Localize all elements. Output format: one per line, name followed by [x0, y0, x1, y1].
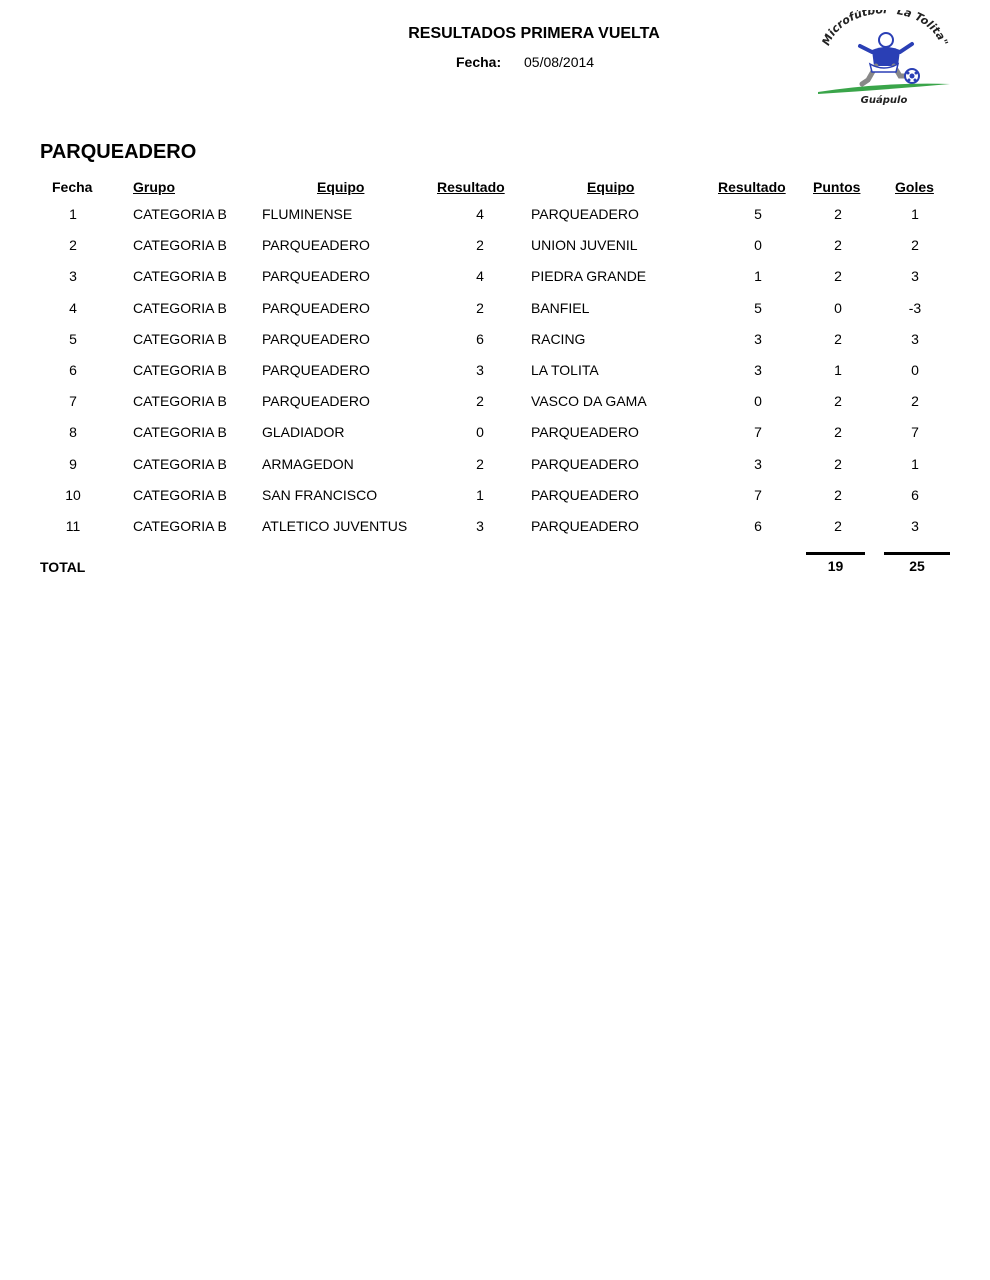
club-logo — [812, 10, 954, 110]
cell-equipo2: VASCO DA GAMA — [531, 393, 647, 410]
team-name: PARQUEADERO — [40, 141, 197, 163]
total-goles-rule — [884, 552, 950, 555]
col-header-equipo-1: Equipo — [317, 179, 365, 195]
cell-fecha: 3 — [69, 268, 77, 285]
cell-equipo1: PARQUEADERO — [262, 268, 370, 285]
report-title: RESULTADOS PRIMERA VUELTA — [408, 25, 660, 42]
col-header-equipo-2: Equipo — [587, 179, 635, 195]
cell-fecha: 7 — [69, 393, 77, 410]
cell-puntos: 1 — [834, 362, 842, 378]
cell-goles: 1 — [911, 455, 919, 472]
cell-puntos: 2 — [834, 455, 842, 472]
cell-equipo1: FLUMINENSE — [262, 206, 353, 222]
cell-fecha: 2 — [69, 237, 77, 254]
cell-fecha: 4 — [69, 299, 77, 316]
total-puntos-rule — [806, 552, 865, 555]
cell-equipo2: LA TOLITA — [531, 362, 599, 378]
cell-equipo2: PARQUEADERO — [531, 424, 639, 441]
col-header-resultado-2: Resultado — [718, 179, 786, 195]
cell-puntos: 2 — [834, 206, 842, 222]
cell-goles: 2 — [911, 393, 919, 410]
cell-equipo2: RACING — [531, 330, 586, 347]
cell-fecha: 9 — [69, 455, 77, 472]
cell-puntos: 2 — [834, 486, 842, 503]
cell-fecha: 5 — [69, 330, 77, 347]
table-row — [0, 358, 990, 382]
table-row — [0, 420, 990, 444]
cell-puntos: 2 — [834, 424, 842, 441]
cell-resultado2: 0 — [754, 237, 762, 254]
col-header-resultado-1: Resultado — [437, 179, 505, 195]
table-row — [0, 452, 990, 476]
cell-equipo1: SAN FRANCISCO — [262, 486, 378, 503]
cell-resultado2: 3 — [754, 330, 762, 347]
cell-grupo: CATEGORIA B — [133, 486, 227, 503]
cell-resultado2: 3 — [754, 362, 762, 378]
cell-resultado1: 3 — [476, 362, 484, 378]
cell-equipo1: GLADIADOR — [262, 424, 345, 441]
cell-grupo: CATEGORIA B — [133, 237, 227, 254]
cell-goles: 0 — [911, 362, 919, 378]
table-row — [0, 483, 990, 507]
cell-puntos: 2 — [834, 237, 842, 254]
cell-goles: 2 — [911, 237, 919, 254]
cell-puntos: 2 — [834, 330, 842, 347]
cell-equipo2: PIEDRA GRANDE — [531, 268, 647, 285]
cell-grupo: CATEGORIA B — [133, 424, 227, 441]
table-row — [0, 389, 990, 413]
cell-equipo2: PARQUEADERO — [531, 486, 639, 503]
cell-resultado1: 3 — [476, 518, 484, 534]
cell-goles: 1 — [911, 206, 919, 222]
cell-resultado2: 3 — [754, 455, 762, 472]
cell-puntos: 2 — [834, 393, 842, 410]
cell-equipo1: PARQUEADERO — [262, 393, 370, 410]
cell-resultado2: 1 — [754, 268, 762, 285]
cell-equipo2: PARQUEADERO — [531, 206, 639, 222]
cell-equipo1: PARQUEADERO — [262, 299, 370, 316]
cell-grupo: CATEGORIA B — [133, 393, 227, 410]
cell-equipo1: PARQUEADERO — [262, 237, 370, 254]
table-row — [0, 202, 990, 226]
cell-grupo: CATEGORIA B — [133, 518, 227, 534]
cell-equipo1: ATLETICO JUVENTUS — [262, 518, 408, 534]
cell-resultado2: 0 — [754, 393, 762, 410]
cell-fecha: 1 — [69, 206, 77, 222]
total-puntos: 19 — [827, 558, 844, 574]
col-header-grupo: Grupo — [133, 179, 175, 195]
cell-fecha: 10 — [65, 486, 81, 503]
cell-resultado2: 7 — [754, 424, 762, 441]
table-row — [0, 233, 990, 257]
cell-goles: 3 — [911, 518, 919, 534]
date-label: Fecha: — [456, 54, 502, 70]
cell-puntos: 0 — [834, 299, 842, 316]
cell-resultado1: 2 — [476, 237, 484, 254]
cell-equipo1: PARQUEADERO — [262, 362, 370, 378]
cell-resultado1: 2 — [476, 393, 484, 410]
cell-puntos: 2 — [834, 268, 842, 285]
cell-resultado1: 2 — [476, 455, 484, 472]
club-logo-graphic — [812, 10, 954, 110]
cell-grupo: CATEGORIA B — [133, 206, 227, 222]
cell-grupo: CATEGORIA B — [133, 268, 227, 285]
col-header-puntos: Puntos — [813, 179, 861, 195]
cell-fecha: 8 — [69, 424, 77, 441]
table-row — [0, 514, 990, 538]
cell-grupo: CATEGORIA B — [133, 455, 227, 472]
table-row — [0, 264, 990, 288]
cell-resultado2: 7 — [754, 486, 762, 503]
col-header-fecha: Fecha — [52, 179, 93, 195]
cell-goles: 6 — [911, 486, 919, 503]
logo-location-text: Guápulo — [860, 95, 908, 106]
cell-fecha: 11 — [65, 518, 81, 534]
cell-equipo1: PARQUEADERO — [262, 330, 370, 347]
cell-resultado1: 4 — [476, 206, 484, 222]
cell-resultado1: 2 — [476, 299, 484, 316]
total-goles: 25 — [909, 558, 925, 574]
cell-goles: -3 — [908, 299, 922, 316]
cell-resultado2: 6 — [754, 518, 762, 534]
cell-resultado2: 5 — [754, 206, 762, 222]
cell-resultado2: 5 — [754, 299, 762, 316]
cell-resultado1: 0 — [476, 424, 484, 441]
cell-equipo2: PARQUEADERO — [531, 518, 639, 534]
cell-grupo: CATEGORIA B — [133, 299, 227, 316]
cell-resultado1: 4 — [476, 268, 484, 285]
cell-fecha: 6 — [69, 362, 77, 378]
cell-resultado1: 6 — [476, 330, 484, 347]
cell-grupo: CATEGORIA B — [133, 362, 227, 378]
table-row — [0, 296, 990, 320]
cell-goles: 3 — [911, 330, 919, 347]
cell-resultado1: 1 — [476, 486, 484, 503]
logo-arc-text: Microfútbo "La Tolita" — [819, 10, 951, 48]
cell-equipo2: UNION JUVENIL — [531, 237, 638, 254]
cell-equipo2: BANFIEL — [531, 299, 590, 316]
cell-puntos: 2 — [834, 518, 842, 534]
cell-equipo1: ARMAGEDON — [262, 455, 354, 472]
cell-goles: 3 — [911, 268, 919, 285]
cell-goles: 7 — [911, 424, 919, 441]
total-label: TOTAL — [40, 559, 86, 575]
cell-equipo2: PARQUEADERO — [531, 455, 639, 472]
date-value: 05/08/2014 — [524, 54, 595, 70]
col-header-goles: Goles — [895, 179, 934, 195]
cell-grupo: CATEGORIA B — [133, 330, 227, 347]
table-row — [0, 327, 990, 351]
